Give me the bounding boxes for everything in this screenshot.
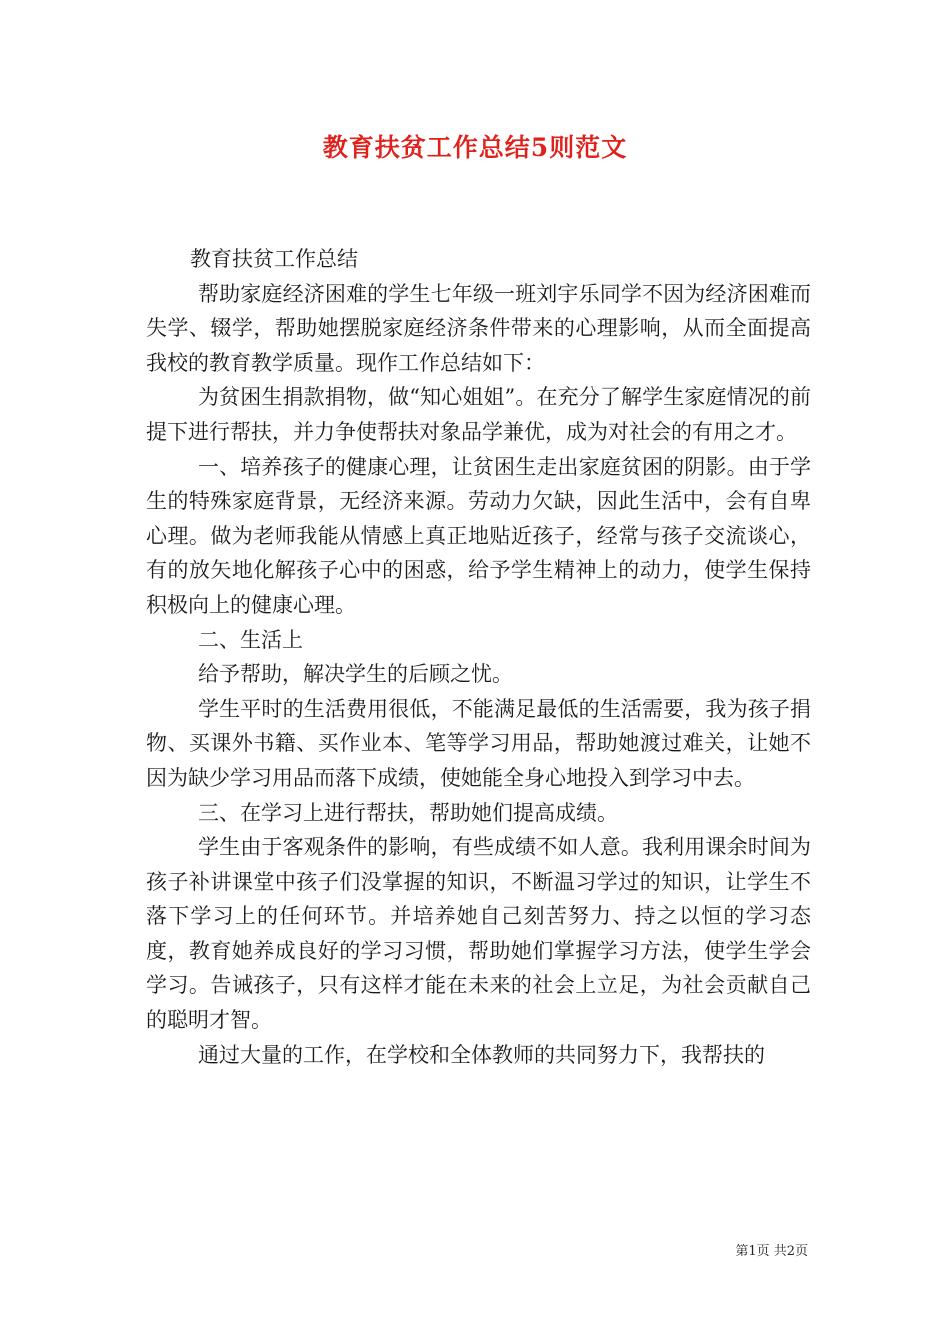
body-paragraph: 学生平时的生活费用很低，不能满足最低的生活需要，我为孩子捐物、买课外书籍、买作业本、笔等学习用品，帮助她渡过难关，让她不因为缺少学习用品而落下成绩，使她能全身心地投入到学习中去。 [146,696,811,790]
body-paragraph: 通过大量的工作，在学校和全体教师的共同努力下，我帮扶的 [198,1042,765,1067]
body-paragraph: 给予帮助，解决学生的后顾之忧。 [198,662,513,687]
section-heading: 三、在学习上进行帮扶，帮助她们提高成绩。 [198,800,618,825]
section-heading: 二、生活上 [198,627,303,652]
document-body [146,242,811,1072]
page-number: 第1页 共2页 [735,1244,808,1259]
body-paragraph: 一、培养孩子的健康心理，让贫困生走出家庭贫困的阴影。由于学生的特殊家庭背景，无经济来源。劳动力欠缺，因此生活中，会有自卑心理。做为老师我能从情感上真正地贴近孩子，经常与孩子交流谈心，有的放矢地化解孩子心中的困惑，给予学生精神上的动力，使学生保持积极向上的健康心理。 [146,454,811,617]
body-paragraph: 帮助家庭经济困难的学生七年级一班刘宇乐同学不因为经济困难而失学、辍学，帮助她摆脱家庭经济条件带来的心理影响，从而全面提高我校的教育教学质量。现作工作总结如下： [146,281,811,375]
body-paragraph: 学生由于客观条件的影响，有些成绩不如人意。我利用课余时间为孩子补讲课堂中孩子们没掌握的知识，不断温习学过的知识，让学生不落下学习上的任何环节。并培养她自己刻苦努力、持之以恒的学习态度，教育她养成良好的学习习惯，帮助她们掌握学习方法，使学生学会学习。告诫孩子，只有这样才能在未来的社会上立足，为社会贡献自己的聪明才智。 [146,835,811,1033]
section-heading: 教育扶贫工作总结 [190,247,358,271]
body-paragraph: 为贫困生捐款捐物，做“知心姐姐”。在充分了解学生家庭情况的前提下进行帮扶，并力争使帮扶对象品学兼优，成为对社会的有用之才。 [146,385,811,444]
document-title: 教育扶贫工作总结5则范文 [322,133,628,162]
